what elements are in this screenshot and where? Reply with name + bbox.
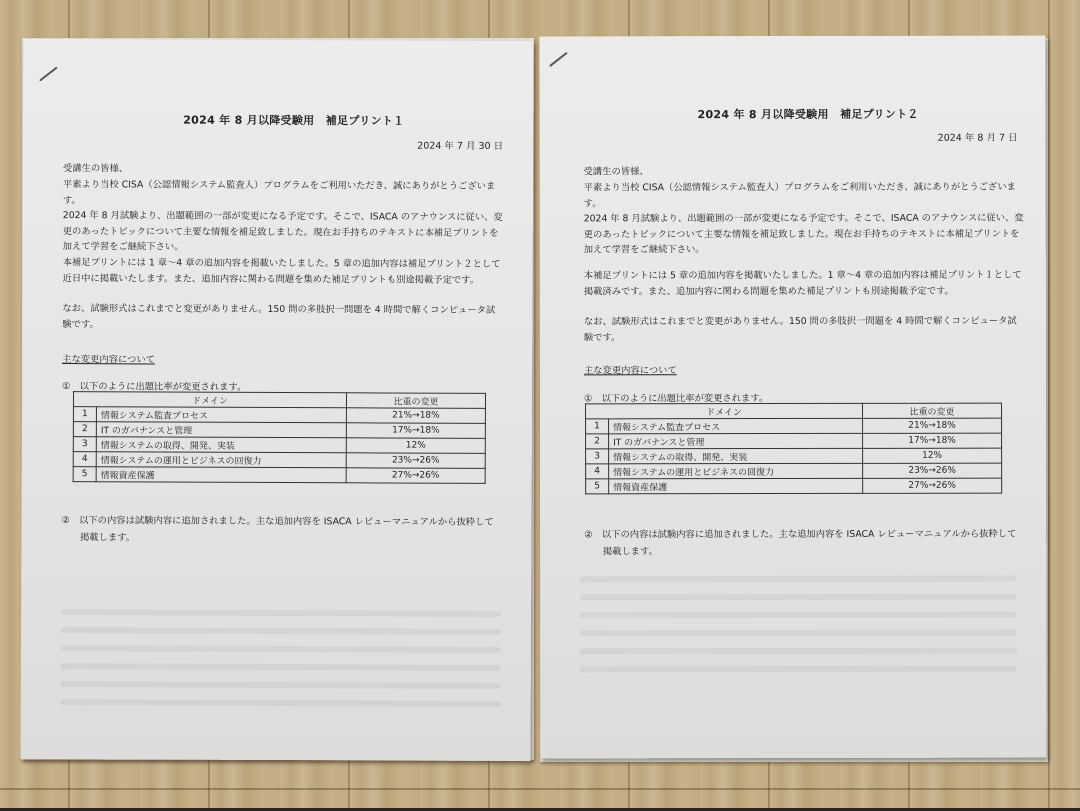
row-domain: IT のガバナンスと管理 [609,433,863,448]
section-heading: 主な変更内容について [583,365,677,377]
greeting: 受講生の皆様、 [62,163,129,175]
row-change: 23%→26% [346,453,485,469]
row-number: 5 [586,479,609,494]
row-change: 21%→18% [863,418,1002,433]
table-row [73,407,485,424]
row-domain: 情報資産保護 [96,467,346,483]
row-domain: 情報システムの運用とビジネスの回復力 [609,463,863,478]
intro-paragraph: 平素より当校 CISA（公認情報システム監査人）プログラムをご利用いただき、誠にありがとうございます。 2024 年 8 月試験より、出題範囲の一部が変更になる予定です。そこで、ISACA のアナウンスに従い、変更のあったトピックについて主要な情報を補足致しました。現在お手持ちのテキストに本補足プリントを加えて学習をご継続下さい。 [583,181,1024,256]
domain-weight-table [585,403,1002,495]
header-domain: ドメイン [73,392,346,408]
table-row [73,422,485,439]
row-change: 12% [863,448,1002,463]
scope-paragraph: 本補足プリントには 1 章～4 章の追加内容を掲載いたしました。5 章の追加内容は補足プリント２として近日中に掲載いたします。また、追加内容に関わる問題を集めた補足プリントも別途掲載予定です。 [62,257,501,286]
table-row [73,467,485,484]
handout-sheet-2 [539,36,1046,759]
table-row [586,448,1002,464]
row-change: 27%→26% [863,478,1002,493]
document-title: 2024 年 8 月以降受験用 補足プリント２ [697,107,919,122]
row-change: 17%→18% [863,433,1002,448]
row-change: 27%→26% [346,468,485,484]
table-row [586,463,1002,479]
row-number: 3 [586,449,609,464]
row-domain: 情報システムの運用とビジネスの回復力 [96,452,346,468]
row-number: 4 [586,464,609,479]
row-change: 21%→18% [346,408,485,424]
row-number: 5 [73,467,96,482]
document-title: 2024 年 8 月以降受験用 補足プリント１ [183,113,405,128]
section-heading: 主な変更内容について [62,354,155,366]
header-domain: ドメイン [586,403,863,418]
table-row [586,418,1002,434]
row-number: 3 [73,437,96,452]
table-row [73,437,485,454]
row-domain: IT のガバナンスと管理 [96,422,346,438]
handout-sheet-1 [20,39,533,761]
greeting: 受講生の皆様、 [583,166,649,178]
row-domain: 情報システムの取得、開発、実装 [96,437,346,453]
scope-paragraph: 本補足プリントには 5 章の追加内容を掲載いたしました。1 章～4 章の追加内容は補足プリント１として掲載済みです。また、追加内容に関わる問題を集めた補足プリントも別途掲載予定です。 [583,269,1022,297]
header-change: 比重の変更 [346,393,485,409]
row-domain: 情報システム監査プロセス [96,407,346,423]
document-date: 2024 年 7 月 30 日 [417,140,504,152]
row-number: 2 [586,434,609,449]
row-change: 23%→26% [863,463,1002,478]
table-row [586,478,1002,494]
row-domain: 情報システムの取得、開発、実装 [609,448,863,463]
table-header-row [586,403,1002,419]
domain-weight-table [73,391,486,484]
row-number: 2 [73,422,96,437]
item-2-label: ② 以下の内容は試験内容に追加されました。主な追加内容を ISACA レビューマニュアルから抜粋して 掲載します。 [584,528,1017,558]
item-1-label: ① 以下のように出題比率が変更されます。 [583,393,769,405]
row-number: 1 [586,419,609,434]
format-paragraph: なお、試験形式はこれまでと変更がありません。150 問の多肢択一問題を 4 時間で解くコンピュータ試験です。 [62,303,496,330]
format-paragraph: なお、試験形式はこれまでと変更がありません。150 問の多肢択一問題を 4 時間で解くコンピュータ試験です。 [583,315,1017,343]
table-header-row [73,392,485,409]
floorboard-seam [0,788,1080,790]
row-domain: 情報資産保護 [609,478,863,493]
table-row [73,452,485,469]
row-number: 4 [73,452,96,467]
row-number: 1 [73,407,96,422]
intro-paragraph: 平素より当校 CISA（公認情報システム監査人）プログラムをご利用いただき、誠にありがとうございます。 2024 年 8 月試験より、出題範囲の一部が変更になる予定です。そこで、ISACA のアナウンスに従い、変更のあったトピックについて主要な情報を補足致しました。現在お手持ちのテキストに本補足プリントを加えて学習をご継続下さい。 [62,179,503,253]
row-change: 12% [346,438,485,454]
item-1-label: ① 以下のように出題比率が変更されます。 [62,381,247,393]
row-domain: 情報システム監査プロセス [609,418,863,433]
header-change: 比重の変更 [863,403,1002,418]
row-change: 17%→18% [346,423,485,439]
item-2-label: ② 以下の内容は試験内容に追加されました。主な追加内容を ISACA レビューマニュアルから抜粋して 掲載します。 [61,515,494,544]
document-date: 2024 年 8 月 7 日 [937,132,1018,144]
table-row [586,433,1002,449]
